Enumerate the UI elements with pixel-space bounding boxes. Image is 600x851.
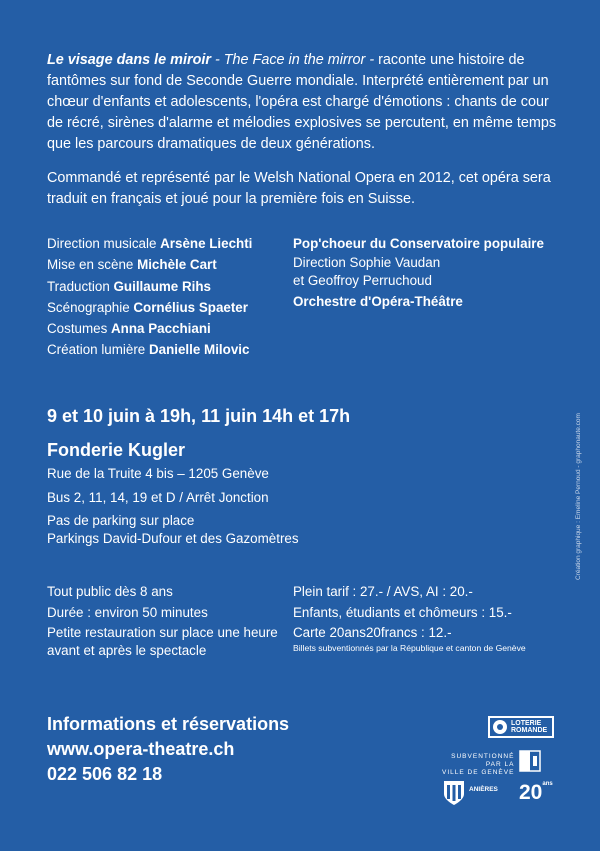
credit-role: Costumes — [47, 321, 111, 337]
practical-info — [47, 583, 287, 659]
logo-text: VILLE DE GENÈVE — [442, 769, 515, 776]
credit-role: Mise en scène — [47, 257, 138, 273]
intro-body: raconte une histoire de fantômes sur fond de Seconde Guerre mondiale. Interprété entièrement par un chœur d'enfants et adolescents, l'opéra est chargé d'émotions : chants de cour de récré, sirènes d'alarme et mélodies explosives se percutent, en même temps que les parcours dramatiques de deux générations. — [47, 52, 557, 152]
intro-text — [47, 50, 557, 223]
price-full: Plein tarif : 27.- / AVS, AI : 20.- — [293, 584, 473, 599]
contact-heading: Informations et réservations — [47, 714, 290, 734]
loterie-romande-logo — [488, 716, 554, 738]
anieres-shield-icon — [443, 780, 465, 806]
logo-text: ROMANDE — [511, 727, 548, 734]
logo-text: PAR LA — [485, 761, 515, 768]
credit-role: Traduction — [47, 278, 114, 294]
credit-role: Scénographie — [47, 299, 134, 315]
logo-number: 20 — [519, 781, 543, 804]
logo-text: SUBVENTIONNÉ — [451, 753, 515, 760]
credit-line — [47, 233, 287, 254]
venue-parking: Pas de parking sur place — [47, 513, 195, 528]
venue-bus: Bus 2, 11, 14, 19 et D / Arrêt Jonction — [47, 489, 269, 505]
venue-info — [47, 465, 299, 547]
price-reduced: Enfants, étudiants et chômeurs : 15.- — [293, 604, 512, 620]
contact — [47, 712, 289, 787]
credit-line — [47, 318, 287, 339]
duration: Durée : environ 50 minutes — [47, 604, 208, 620]
title-en: The Face in the mirror — [223, 52, 366, 68]
intro-paragraph-1 — [47, 50, 557, 155]
prices — [293, 583, 583, 654]
orchestra-name: Orchestre d'Opéra-Théâtre — [293, 294, 463, 310]
price-subsidy: Billets subventionnés par la République et canton de Genève — [293, 642, 526, 653]
venue-name: Fonderie Kugler — [47, 440, 186, 460]
credits-left — [47, 233, 287, 361]
sep: - — [365, 52, 379, 68]
credit-name: Cornélius Spaeter — [133, 299, 248, 315]
credit-line — [47, 339, 287, 360]
title-fr: Le visage dans le miroir — [47, 52, 211, 68]
price-card: Carte 20ans20francs : 12.- — [293, 625, 452, 640]
venue-parking: Parkings David-Dufour et des Gazomètres — [47, 530, 299, 546]
logo-text: ans — [542, 781, 553, 787]
credit-name: Danielle Milovic — [148, 342, 250, 358]
food-info: Petite restauration sur place une heure avant et après le spectacle — [47, 625, 278, 658]
website-link[interactable]: www.opera-theatre.ch — [47, 739, 235, 759]
credit-name: Anna Pacchiani — [111, 321, 211, 337]
20-ans-logo — [519, 781, 553, 805]
credit-line — [47, 254, 287, 275]
credit-role: Direction musicale — [47, 236, 161, 251]
geneva-coat-icon — [519, 750, 541, 772]
intro-paragraph-2: Commandé et représenté par le Welsh National Opera en 2012, cet opéra sera traduit en français et joué pour la première fois en Suisse. — [47, 170, 551, 207]
credit-line — [47, 297, 287, 318]
credit-name: Arsène Liechti — [160, 236, 253, 251]
credit-role: Création lumière — [47, 342, 149, 358]
anieres-label: ANIÈRES — [469, 786, 498, 793]
audience: Tout public dès 8 ans — [47, 584, 173, 599]
ville-geneve-logo — [442, 753, 514, 777]
performance-dates: 9 et 10 juin à 19h, 11 juin 14h et 17h — [47, 406, 351, 426]
loterie-circle-icon — [493, 720, 507, 734]
credit-name: Guillaume Rihs — [113, 278, 211, 294]
choir-name: Pop'choeur du Conservatoire populaire — [293, 236, 544, 251]
phone-number: 022 506 82 18 — [47, 764, 163, 784]
venue-address: Rue de la Truite 4 bis – 1205 Genève — [47, 466, 269, 481]
design-credit: Création graphique : Emeline Pernoud - graphonaute.com — [575, 413, 582, 580]
sep: - — [210, 52, 224, 68]
credit-name: Michèle Cart — [137, 257, 217, 273]
logo-text: LOTERIE — [511, 719, 542, 727]
credit-line — [47, 276, 287, 297]
choir-direction: et Geoffroy Perruchoud — [293, 272, 432, 288]
choir-direction: Direction Sophie Vaudan — [293, 255, 441, 271]
credits-right — [293, 233, 583, 313]
